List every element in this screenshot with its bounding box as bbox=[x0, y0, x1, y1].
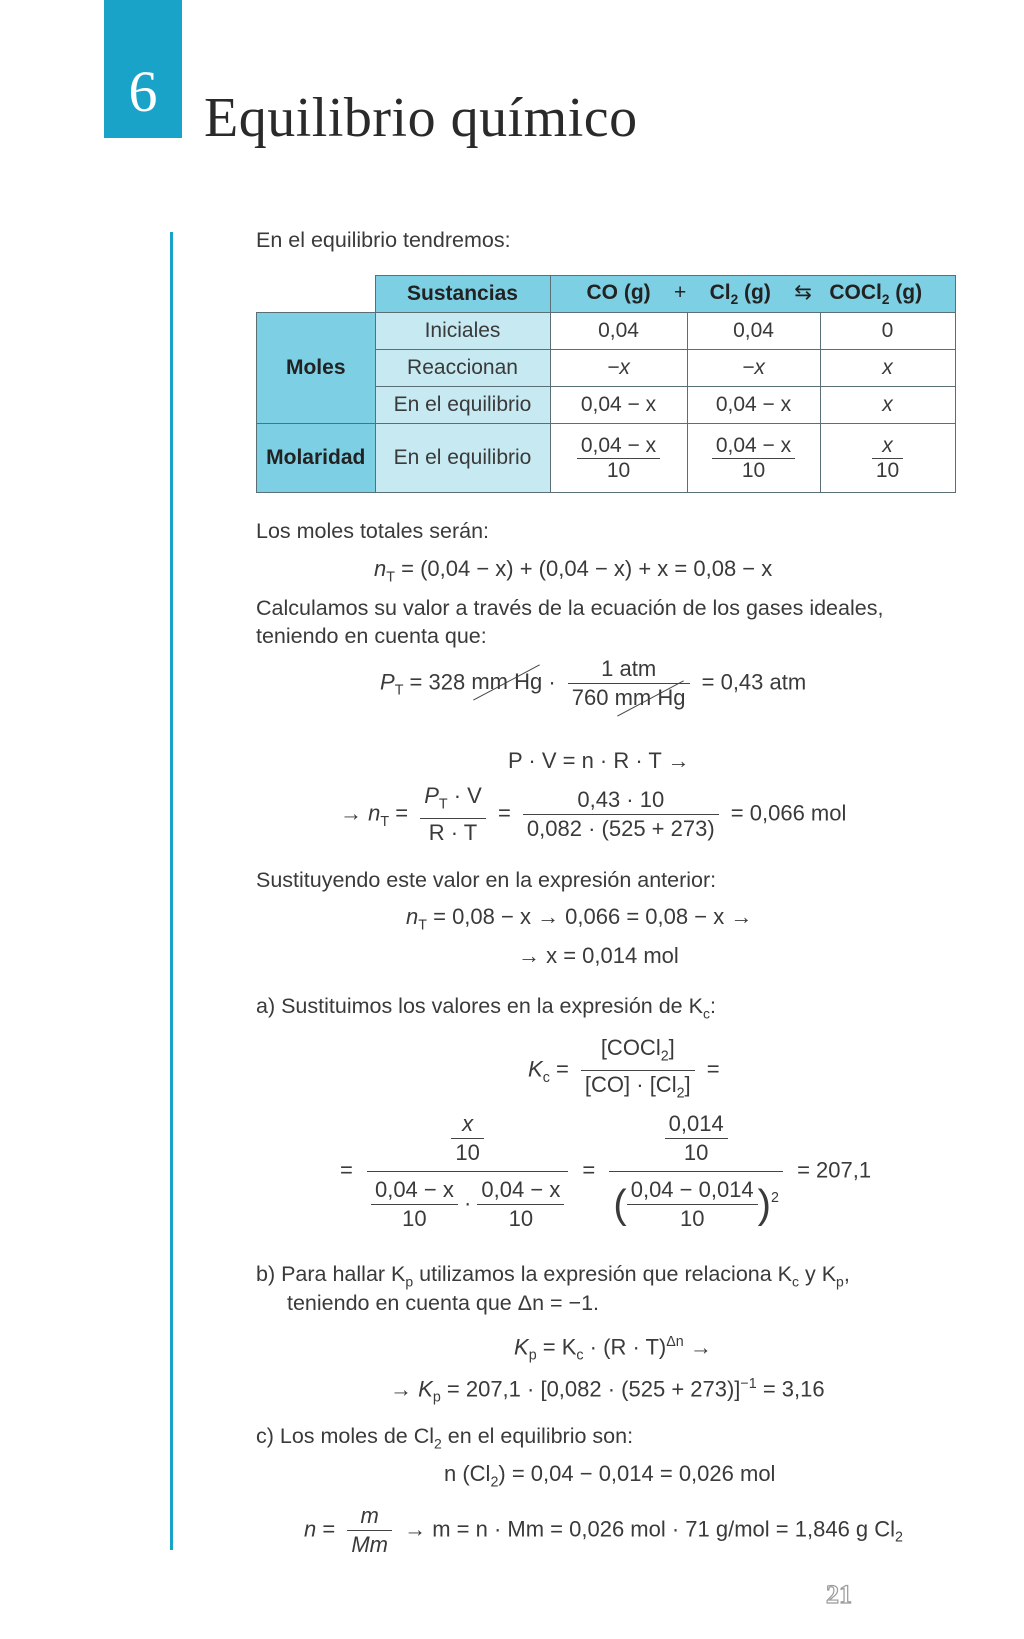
part-a-text: a) Sustituimos los valores en la expresión de $K_c$: bbox=[256, 994, 716, 1022]
table-cell: −x bbox=[550, 350, 687, 387]
intro-text: En el equilibrio tendremos: bbox=[256, 228, 511, 252]
header-substances: Sustancias bbox=[375, 276, 550, 313]
part-b-text-1: b) Para hallar $K_p$ utilizamos la expresión que relaciona $K_c$ y $K_p$, bbox=[256, 1262, 850, 1290]
row-label: Reaccionan bbox=[375, 350, 550, 387]
table-cell: $\frac{x}{10}$ bbox=[820, 424, 955, 493]
table-cell: $\frac{0,04 - x}{10}$ bbox=[687, 424, 820, 493]
equilibrium-table bbox=[256, 275, 956, 493]
chapter-number-box bbox=[104, 0, 182, 138]
pt-equation: $P_T = 328$ mm Hg · $\frac{\text{1 atm}}{\text{760 mm Hg}}$ = 0,43 atm bbox=[380, 656, 807, 710]
table-cell: x bbox=[820, 387, 955, 424]
table-cell: 0,04 bbox=[687, 313, 820, 350]
row-label: En el equilibrio bbox=[375, 387, 550, 424]
x-result: → x = 0,014 mol bbox=[518, 943, 679, 968]
table-cell: 0,04 − x bbox=[687, 387, 820, 424]
molaridad-label: Molaridad bbox=[257, 424, 376, 493]
margin-rule bbox=[170, 232, 173, 1550]
table-cell: $\frac{0,04 - x}{10}$ bbox=[550, 424, 687, 493]
table-cell: x bbox=[820, 350, 955, 387]
mass-equation: n = $\frac{m}{Mm}$ → m = n · Mm = 0,026 mol · 71 g/mol = 1,846 g $Cl_2$ bbox=[304, 1503, 903, 1557]
table-cell: 0 bbox=[820, 313, 955, 350]
header-reaction: CO (g) + $Cl_2$ (g) ⇆ COCl$_2$ (g) bbox=[550, 276, 955, 313]
sustituyendo-text: Sustituyendo este valor en la expresión anterior: bbox=[256, 868, 717, 892]
row-label: En el equilibrio bbox=[375, 424, 550, 493]
kc-expression: $K_c$ = $\frac{[COCl_2]}{[CO] \cdot [Cl_2]}$ = bbox=[528, 1035, 720, 1102]
table-cell: −x bbox=[687, 350, 820, 387]
part-c-text: c) Los moles de $Cl_2$ en el equilibrio son: bbox=[256, 1424, 634, 1452]
kc-numeric: = $\frac{x}{10}$ $\frac{0,04 - x}{10}$ · $\frac{0,04 - x}{10}$ = $\frac{0,014}{10}$ ( $\frac{0,04 - 0,014}{10}$ )$^2$ = 207,1 bbox=[340, 1111, 872, 1231]
kp-result: → $K_p = 207,1 \cdot [0,082 \cdot (525 + 273)]^{-1} = 3,16$ bbox=[390, 1376, 825, 1406]
part-b-text-2: teniendo en cuenta que Δn = −1. bbox=[287, 1291, 600, 1315]
ideal-gas-equation: P · V = n · R · T → bbox=[508, 748, 690, 773]
nt-equation: $n_T = (0,04 - x) + (0,04 - x) + x = 0,08 - x$ bbox=[374, 556, 773, 586]
nt-substitution: $n_T = 0,08 - x \to 0,066 = 0,08 - x$ → bbox=[406, 904, 753, 934]
table-cell: 0,04 bbox=[550, 313, 687, 350]
calc-text-1: Calculamos su valor a través de la ecuación de los gases ideales, bbox=[256, 596, 884, 620]
moles-label: Moles bbox=[257, 313, 376, 424]
row-label: Iniciales bbox=[375, 313, 550, 350]
page-number: 21 bbox=[826, 1580, 852, 1609]
chapter-number: 6 bbox=[128, 59, 158, 124]
nt-ideal-equation: → $n_T$ = $\frac{P_T \cdot V}{R \cdot T}$ = $\frac{0,43 \cdot 10}{0,082 \cdot (525 + 273)}$ = 0,066 mol bbox=[340, 783, 847, 846]
calc-text-2: teniendo en cuenta que: bbox=[256, 624, 487, 648]
table-cell: 0,04 − x bbox=[550, 387, 687, 424]
kp-relation: $K_p = K_c \cdot (R \cdot T)^{\Delta n}$ → bbox=[514, 1334, 712, 1364]
n-cl2-equation: n $(Cl_2) = 0,04 - 0,014 = 0,026$ mol bbox=[444, 1461, 776, 1491]
moles-totales-text: Los moles totales serán: bbox=[256, 519, 490, 543]
chapter-title: Equilibrio químico bbox=[204, 87, 638, 149]
